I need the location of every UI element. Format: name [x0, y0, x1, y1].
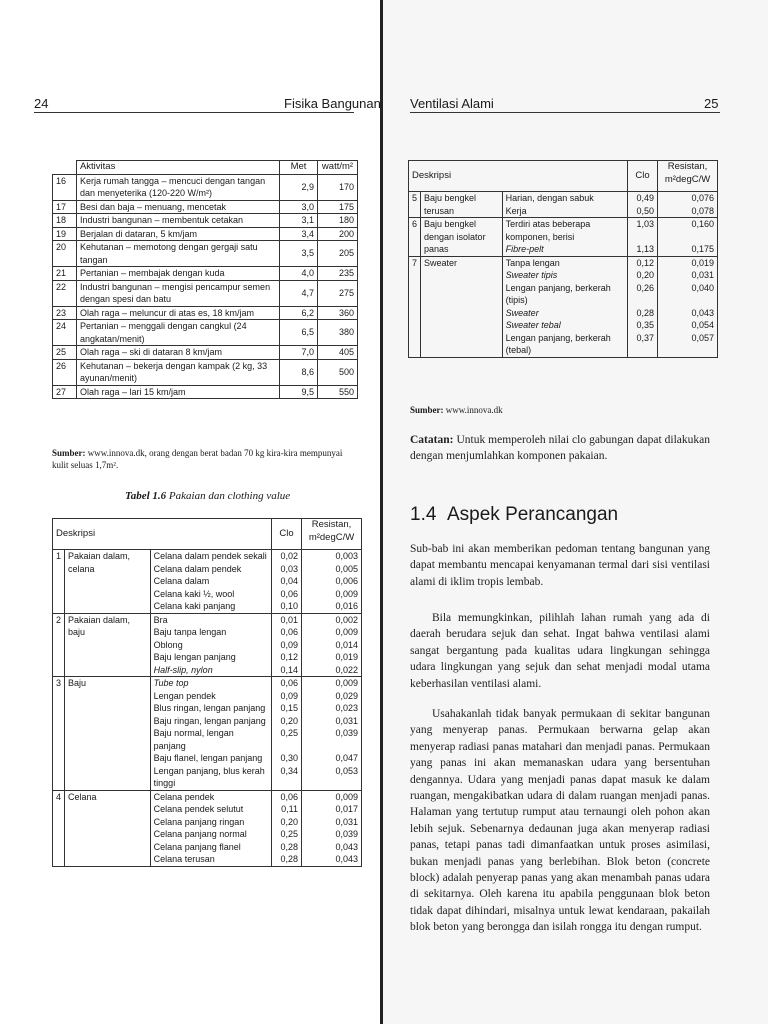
activity-cell: Besi dan baja – menuang, mencetak — [76, 200, 279, 214]
right-page-number: 25 — [704, 96, 719, 111]
watt-cell: 170 — [317, 174, 357, 200]
clo-cell: 0,34 — [272, 765, 302, 791]
met-cell: 2,9 — [280, 174, 318, 200]
item-cell: Terdiri atas beberapa komponen, berisi — [502, 218, 627, 244]
item-cell: Baju tanpa lengan — [150, 626, 271, 639]
section-heading — [410, 504, 618, 526]
row-number: 22 — [53, 280, 77, 306]
paragraph-2: Bila memungkinkan, pilihlah lahan rumah yang ada di daerah berudara sejuk dan sehat. Ingat bahwa ventilasi alami sangat bergantung pada kualitas udara lingkungan sehingga udara lingkungan yang sejuk dan sehat menjadi modal utama keberhasilan ventilasi alami. — [410, 612, 710, 690]
note-text: Untuk memperoleh nilai clo gabungan dapat dilakukan dengan menjumlahkan komponen pakaian. — [410, 434, 710, 463]
clo-cell: 0,25 — [272, 828, 302, 841]
clo-cell: 0,35 — [628, 319, 658, 332]
row-number: 21 — [53, 267, 77, 281]
left-running-head: Fisika Bangunan — [284, 96, 381, 111]
row-number: 17 — [53, 200, 77, 214]
table2-caption-label: Tabel 1.6 — [125, 490, 167, 502]
item-cell: Oblong — [150, 639, 271, 652]
table-row — [53, 613, 362, 626]
activity-cell: Kehutanan – memotong dengan gergaji satu tangan — [76, 241, 279, 267]
resistance-cell: 0,078 — [658, 205, 718, 218]
met-cell: 3,0 — [280, 200, 318, 214]
table-row — [53, 790, 362, 803]
row-number: 23 — [53, 306, 77, 320]
row-number: 16 — [53, 174, 77, 200]
clothing-clo-table-2 — [408, 160, 718, 358]
resistance-cell: 0,023 — [302, 702, 362, 715]
source-label: Sumber: — [52, 448, 86, 458]
resistance-cell: 0,009 — [302, 677, 362, 690]
clo-cell: 0,06 — [272, 588, 302, 601]
watt-cell: 200 — [317, 227, 357, 241]
item-cell: Harian, dengan sabuk — [502, 192, 627, 205]
met-cell: 6,5 — [280, 320, 318, 346]
source-text: www.innova.dk, orang dengan berat badan 70 kg kira-kira mempunyai kulit seluas 1,7m². — [52, 448, 343, 470]
resistance-cell: 0,019 — [658, 256, 718, 269]
resistance-cell: 0,005 — [302, 563, 362, 576]
source-text: www.innova.dk — [445, 405, 503, 415]
resistance-cell: 0,040 — [658, 282, 718, 307]
right-running-head: Ventilasi Alami — [410, 96, 494, 111]
item-cell: Celana terusan — [150, 853, 271, 866]
item-cell: Tanpa lengan — [502, 256, 627, 269]
book-spine — [380, 0, 383, 1024]
watt-cell: 235 — [317, 267, 357, 281]
group-name: Celana — [65, 790, 151, 866]
resistance-cell: 0,017 — [302, 803, 362, 816]
activity-cell: Industri bangunan – membentuk cetakan — [76, 214, 279, 228]
clo-cell: 1,13 — [628, 243, 658, 256]
paragraph-3: Usahakanlah tidak banyak permukaan di sekitar bangunan yang menyerap panas. Permukaan berwarna gelap akan menyerap radiasi panas matahari dan menjadi panas. Permukaan yang panas ini akan memanaskan udara yang bersentuhan dengannya. Udara yang menjadi panas dapat masuk ke dalam ruangan, mengakibatkan udara di dalam ruangan menjadi panas. Halaman yang tertutup rumput atau ternaungi oleh pohon akan lebih sejuk. Sebenarnya dedaunan juga akan menyerap radiasi panas, tetapi panas tadi dimanfaatkan untuk proses asimilasi, bukan menjadi panas yang berlebihan. Blok beton (concrete block) adalah penyerap panas yang akan menambah panas udara di sekitarnya. Oleh karena itu apabila penggunaan blok beton tidak dapat dihindari, misalnya untuk lewat kendaraan, pakailah blok beton yang berongga dan isilah rongga itu dengan rumput. — [410, 708, 710, 934]
clo-cell: 0,20 — [272, 715, 302, 728]
col-header-clo: Clo — [628, 161, 658, 192]
clo-cell: 0,28 — [272, 841, 302, 854]
left-header-rule — [34, 112, 354, 113]
met-cell: 3,5 — [280, 241, 318, 267]
resistance-cell: 0,009 — [302, 790, 362, 803]
resistance-cell: 0,009 — [302, 626, 362, 639]
watt-cell: 550 — [317, 385, 357, 399]
resistance-cell: 0,043 — [302, 841, 362, 854]
clo-cell: 0,04 — [272, 575, 302, 588]
activity-cell: Pertanian – menggali dengan cangkul (24 angkatan/menit) — [76, 320, 279, 346]
clo-cell: 0,12 — [628, 256, 658, 269]
row-number: 19 — [53, 227, 77, 241]
clo-cell: 0,12 — [272, 651, 302, 664]
table-row — [53, 359, 358, 385]
col-header-met: Met — [280, 161, 318, 175]
clo-cell: 0,06 — [272, 790, 302, 803]
clo-cell: 0,09 — [272, 690, 302, 703]
clothing-clo-table-1 — [52, 518, 362, 867]
table3-source — [410, 404, 503, 416]
group-name: Sweater — [421, 256, 503, 357]
activity-cell: Olah raga – meluncur di atas es, 18 km/jam — [76, 306, 279, 320]
watt-cell: 500 — [317, 359, 357, 385]
met-cell: 9,5 — [280, 385, 318, 399]
row-number: 20 — [53, 241, 77, 267]
resistance-cell: 0,043 — [658, 307, 718, 320]
group-number: 4 — [53, 790, 65, 866]
watt-cell: 275 — [317, 280, 357, 306]
section-number: 1.4 — [410, 504, 437, 525]
resistance-cell: 0,076 — [658, 192, 718, 205]
item-cell: Celana dalam — [150, 575, 271, 588]
clo-cell: 0,37 — [628, 332, 658, 358]
item-cell: Celana pendek — [150, 790, 271, 803]
row-number: 24 — [53, 320, 77, 346]
source-label: Sumber: — [410, 405, 444, 415]
activity-cell: Kehutanan – bekerja dengan kampak (2 kg, 33 ayunan/menit) — [76, 359, 279, 385]
clo-cell: 0,10 — [272, 600, 302, 613]
item-cell: Sweater — [502, 307, 627, 320]
resistance-cell: 0,002 — [302, 613, 362, 626]
group-number: 7 — [409, 256, 421, 357]
table-row — [53, 174, 358, 200]
left-page-number: 24 — [34, 96, 49, 111]
resistance-cell: 0,029 — [302, 690, 362, 703]
col-header-resistance: Resistan, m²degC/W — [302, 519, 362, 550]
table-row — [53, 550, 362, 563]
clo-cell: 0,15 — [272, 702, 302, 715]
item-cell: Baju ringan, lengan panjang — [150, 715, 271, 728]
row-number: 27 — [53, 385, 77, 399]
paragraph-1: Sub-bab ini akan memberikan pedoman tentang bangunan yang dapat membantu mencapai kenyamanan termal dari sisi ventilasi alami di iklim tropis lembab. — [410, 543, 710, 588]
row-number: 18 — [53, 214, 77, 228]
item-cell: Celana dalam pendek sekali — [150, 550, 271, 563]
clo-cell: 0,30 — [272, 752, 302, 765]
clo-cell: 0,49 — [628, 192, 658, 205]
right-header-rule — [410, 112, 720, 113]
table-row — [409, 218, 718, 244]
resistance-cell: 0,057 — [658, 332, 718, 358]
left-page — [0, 0, 383, 1024]
col-header-clo: Clo — [272, 519, 302, 550]
group-number: 2 — [53, 613, 65, 677]
item-cell: Kerja — [502, 205, 627, 218]
met-cell: 7,0 — [280, 346, 318, 360]
clo-cell: 0,06 — [272, 626, 302, 639]
clo-cell: 0,26 — [628, 282, 658, 307]
resistance-cell: 0,031 — [302, 816, 362, 829]
item-cell: Lengan panjang, blus kerah tinggi — [150, 765, 271, 791]
resistance-cell: 0,009 — [302, 588, 362, 601]
activity-cell: Kerja rumah tangga – mencuci dengan tangan dan menyeterika (120-220 W/m²) — [76, 174, 279, 200]
resistance-cell: 0,039 — [302, 828, 362, 841]
group-name: Pakaian dalam, celana — [65, 550, 151, 614]
item-cell: Blus ringan, lengan panjang — [150, 702, 271, 715]
resistance-cell: 0,043 — [302, 853, 362, 866]
table-row — [53, 200, 358, 214]
met-cell: 6,2 — [280, 306, 318, 320]
item-cell: Celana dalam pendek — [150, 563, 271, 576]
item-cell: Baju normal, lengan panjang — [150, 727, 271, 752]
clo-cell: 0,01 — [272, 613, 302, 626]
item-cell: Lengan pendek — [150, 690, 271, 703]
note-label: Catatan: — [410, 434, 454, 446]
item-cell: Celana kaki panjang — [150, 600, 271, 613]
resistance-cell: 0,054 — [658, 319, 718, 332]
row-number: 25 — [53, 346, 77, 360]
resistance-cell: 0,014 — [302, 639, 362, 652]
watt-cell: 380 — [317, 320, 357, 346]
item-cell: Lengan panjang, berkerah (tipis) — [502, 282, 627, 307]
table-row — [53, 214, 358, 228]
met-cell: 3,4 — [280, 227, 318, 241]
item-cell: Lengan panjang, berkerah (tebal) — [502, 332, 627, 358]
activity-cell: Olah raga – ski di dataran 8 km/jam — [76, 346, 279, 360]
table-row — [53, 227, 358, 241]
resistance-cell: 0,047 — [302, 752, 362, 765]
item-cell: Tube top — [150, 677, 271, 690]
item-cell: Celana panjang flanel — [150, 841, 271, 854]
resistance-cell: 0,175 — [658, 243, 718, 256]
clo-cell: 0,28 — [272, 853, 302, 866]
item-cell: Sweater tipis — [502, 269, 627, 282]
activity-cell: Pertanian – membajak dengan kuda — [76, 267, 279, 281]
table-row — [53, 241, 358, 267]
clo-cell: 0,03 — [272, 563, 302, 576]
activity-met-table — [52, 160, 358, 399]
resistance-cell: 0,019 — [302, 651, 362, 664]
resistance-cell: 0,160 — [658, 218, 718, 244]
met-cell: 4,7 — [280, 280, 318, 306]
clo-cell: 0,06 — [272, 677, 302, 690]
activity-cell: Berjalan di dataran, 5 km/jam — [76, 227, 279, 241]
watt-cell: 405 — [317, 346, 357, 360]
clo-cell: 0,09 — [272, 639, 302, 652]
item-cell: Celana kaki ½, wool — [150, 588, 271, 601]
clo-cell: 1,03 — [628, 218, 658, 244]
watt-cell: 205 — [317, 241, 357, 267]
item-cell: Baju lengan panjang — [150, 651, 271, 664]
table-row — [53, 306, 358, 320]
table-row — [409, 256, 718, 269]
table-row — [53, 320, 358, 346]
watt-cell: 175 — [317, 200, 357, 214]
clo-cell: 0,50 — [628, 205, 658, 218]
col-header-activity: Aktivitas — [76, 161, 279, 175]
group-name: Baju bengkel terusan — [421, 192, 503, 218]
group-number: 5 — [409, 192, 421, 218]
resistance-cell: 0,053 — [302, 765, 362, 791]
col-header-watt: watt/m² — [317, 161, 357, 175]
clo-cell: 0,11 — [272, 803, 302, 816]
watt-cell: 360 — [317, 306, 357, 320]
group-name: Baju — [65, 677, 151, 791]
group-name: Pakaian dalam, baju — [65, 613, 151, 677]
group-number: 6 — [409, 218, 421, 257]
activity-cell: Olah raga – lari 15 km/jam — [76, 385, 279, 399]
item-cell: Celana pendek selutut — [150, 803, 271, 816]
met-cell: 8,6 — [280, 359, 318, 385]
resistance-cell: 0,022 — [302, 664, 362, 677]
item-cell: Sweater tebal — [502, 319, 627, 332]
resistance-cell: 0,031 — [302, 715, 362, 728]
group-name: Baju bengkel dengan isolator panas — [421, 218, 503, 257]
item-cell: Half-slip, nylon — [150, 664, 271, 677]
item-cell: Celana panjang normal — [150, 828, 271, 841]
clo-cell: 0,25 — [272, 727, 302, 752]
item-cell: Celana panjang ringan — [150, 816, 271, 829]
resistance-cell: 0,016 — [302, 600, 362, 613]
clo-cell: 0,14 — [272, 664, 302, 677]
group-number: 3 — [53, 677, 65, 791]
table-row — [409, 192, 718, 205]
resistance-cell: 0,031 — [658, 269, 718, 282]
table-row — [53, 280, 358, 306]
note-paragraph — [410, 432, 710, 465]
resistance-cell: 0,039 — [302, 727, 362, 752]
clo-cell: 0,02 — [272, 550, 302, 563]
item-cell: Bra — [150, 613, 271, 626]
resistance-cell: 0,006 — [302, 575, 362, 588]
table2-caption — [125, 490, 290, 502]
table2-caption-text: Pakaian dan clothing value — [168, 490, 291, 502]
row-number: 26 — [53, 359, 77, 385]
item-cell: Baju flanel, lengan panjang — [150, 752, 271, 765]
watt-cell: 180 — [317, 214, 357, 228]
clo-cell: 0,28 — [628, 307, 658, 320]
col-header-resistance: Resistan, m²degC/W — [658, 161, 718, 192]
item-cell: Fibre-pelt — [502, 243, 627, 256]
met-cell: 3,1 — [280, 214, 318, 228]
table-row — [53, 677, 362, 690]
table1-source — [52, 447, 358, 471]
clo-cell: 0,20 — [628, 269, 658, 282]
table-row — [53, 267, 358, 281]
table-row — [53, 346, 358, 360]
table-row — [53, 385, 358, 399]
section-title: Aspek Perancangan — [446, 504, 619, 525]
clo-cell: 0,20 — [272, 816, 302, 829]
resistance-cell: 0,003 — [302, 550, 362, 563]
col-header-description: Deskripsi — [53, 519, 272, 550]
col-header-description: Deskripsi — [409, 161, 628, 192]
activity-cell: Industri bangunan – mengisi pencampur semen dengan spesi dan batu — [76, 280, 279, 306]
met-cell: 4,0 — [280, 267, 318, 281]
group-number: 1 — [53, 550, 65, 614]
